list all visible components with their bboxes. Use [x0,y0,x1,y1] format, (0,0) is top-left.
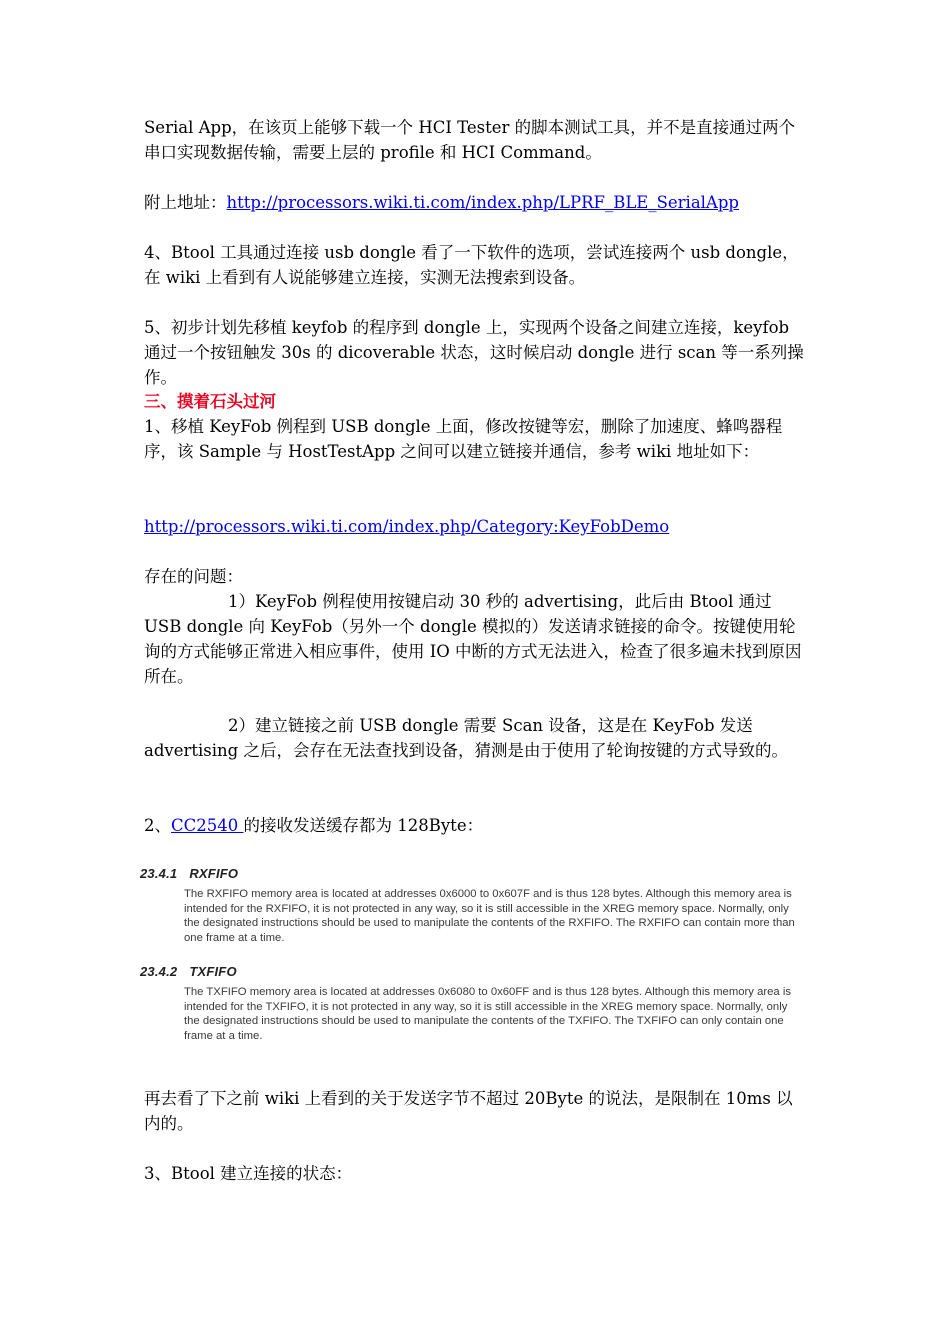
rxfifo-text: The RXFIFO memory area is located at addresses 0x6000 to 0x607F and is thus 128 bytes. Although this memory area is intended for the RXFIFO, it is not protected in any way, so it is still accessible in the XREG memory space. Normally, only the designated instructions should be used to manipulate the contents of the RXFIFO. The RXFIFO can contain more than one frame at a time. [184,888,795,944]
issue-1: 1）KeyFob 例程使用按键启动 30 秒的 advertising，此后由 Btool 通过 USB dongle 向 KeyFob（另外一个 dongle 模拟的）发送请求链接的命令。按键使用轮询的方式能够正常进入相应事件，使用 IO 中断的方式无法进入，检查了很多遍未找到原因所在。 [144,592,802,686]
issue-2: 2）建立链接之前 USB dongle 需要 Scan 设备，这是在 KeyFob 发送 advertising 之后，会存在无法查找到设备，猜测是由于使用了轮询按键的方式导致的。 [144,716,788,760]
cc2540-link[interactable]: CC2540 [171,816,244,835]
issues-label: 存在的问题： [144,567,243,586]
paragraph-btool-status: 3、Btool 建立连接的状态： [144,1164,353,1183]
section-3-heading: 三、摸着石头过河 [144,392,276,411]
paragraph-serialapp: Serial App，在该页上能够下载一个 HCI Tester 的脚本测试工具，并不是直接通过两个串口实现数据传输，需要上层的 profile 和 HCI Command。 [144,118,796,162]
keyfob-wiki-link[interactable]: http://processors.wiki.ti.com/index.php/Category:KeyFobDemo [144,517,670,536]
cc2540-suffix: 的接收发送缓存都为 128Byte： [243,816,484,835]
paragraph-port-keyfob: 1、移植 KeyFob 例程到 USB dongle 上面，修改按键等宏，删除了加速度、蜂鸣器程序，该 Sample 与 HostTestApp 之间可以建立链接并通信，参考 wiki 地址如下： [144,417,783,461]
fifo-figure-tx [140,964,800,1043]
fifo-figure-rx [140,866,800,945]
paragraph-cc2540 [144,813,808,838]
paragraph-address [144,190,808,215]
cc2540-prefix: 2、 [144,816,171,835]
paragraph-20byte: 再去看了下之前 wiki 上看到的关于发送字节不超过 20Byte 的说法，是限制在 10ms 以内的。 [144,1089,793,1133]
txfifo-title: 23.4.2 TXFIFO [140,964,237,979]
serialapp-wiki-link[interactable]: http://processors.wiki.ti.com/index.php/LPRF_BLE_SerialApp [226,193,739,212]
address-label: 附上地址： [144,193,227,212]
paragraph-keyfob-link [144,514,808,539]
paragraph-btool: 4、Btool 工具通过连接 usb dongle 看了一下软件的选项，尝试连接两个 usb dongle，在 wiki 上看到有人说能够建立连接，实测无法搜索到设备。 [144,243,799,287]
rxfifo-title: 23.4.1 RXFIFO [140,866,239,881]
paragraph-keyfob-plan: 5、初步计划先移植 keyfob 的程序到 dongle 上，实现两个设备之间建立连接，keyfob 通过一个按钮触发 30s 的 dicoverable 状态，这时候启动 dongle 进行 scan 等一系列操作。 [144,318,804,387]
txfifo-text: The TXFIFO memory area is located at addresses 0x6080 to 0x60FF and is thus 128 bytes. Although this memory area is intended for the TXFIFO, it is not protected in any way, so it is still accessible in the XREG memory space. Normally, only the designated instructions should be used to manipulate the contents of the TXFIFO. The TXFIFO can only contain one frame at a time. [184,986,791,1042]
